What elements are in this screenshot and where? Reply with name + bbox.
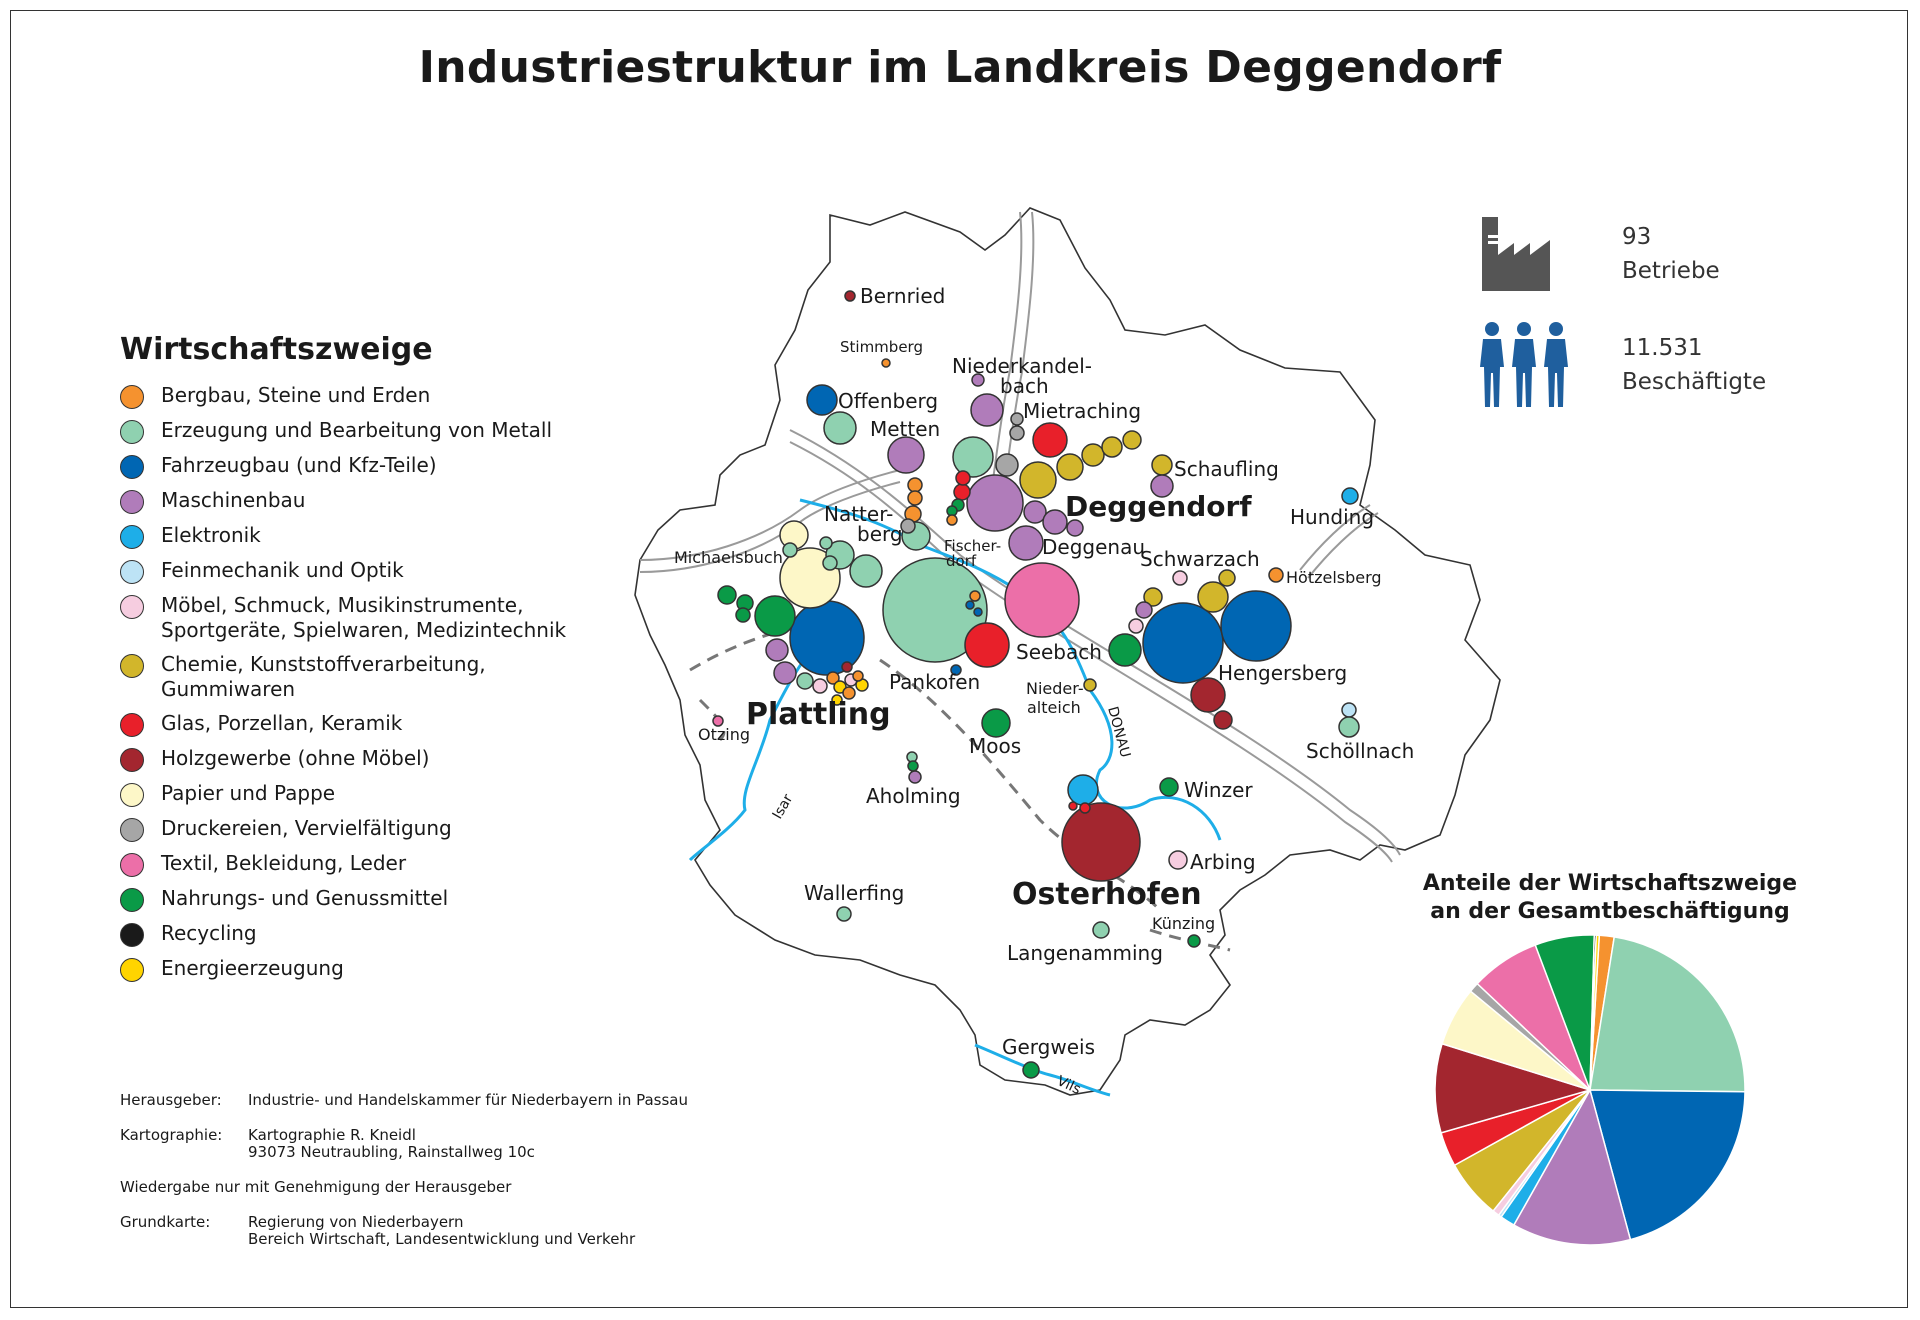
- town-langenamming: Langenamming: [1007, 941, 1163, 965]
- credit-key: Grundkarte:: [120, 1213, 211, 1231]
- town-deggendorf: Deggendorf: [1065, 490, 1252, 523]
- legend-swatch: [120, 455, 144, 479]
- legend-item: [120, 711, 566, 737]
- legend-item: [120, 886, 566, 912]
- legend-label: Textil, Bekleidung, Leder: [161, 851, 407, 875]
- river-label-vils: Vils: [1054, 1073, 1084, 1098]
- credit-value: Kartographie R. Kneidl 93073 Neutraubling, Rainstallweg 10c: [248, 1126, 535, 1161]
- credit-row: [120, 1214, 688, 1248]
- town-mietraching: Mietraching: [1023, 399, 1142, 423]
- legend-swatch: [120, 525, 144, 549]
- town-bernried: Bernried: [860, 284, 946, 308]
- legend-item: [120, 523, 566, 549]
- credits: [120, 1092, 688, 1266]
- legend-swatch: [120, 560, 144, 584]
- legend-label: Recycling: [161, 921, 257, 945]
- legend-label: Druckereien, Vervielfältigung: [161, 816, 452, 840]
- town-fischerdorf-1: Fischer-: [944, 537, 1002, 555]
- legend-label: Elektronik: [161, 523, 261, 547]
- pie-chart: [1430, 930, 1750, 1250]
- legend-swatch: [120, 490, 144, 514]
- betriebe-value: 93: [1622, 224, 1652, 250]
- river-label-donau: DONAU: [1104, 704, 1134, 760]
- legend-item: [120, 781, 566, 807]
- pie-slice: [1590, 937, 1745, 1092]
- people-icon: [1480, 321, 1570, 409]
- town-pankofen: Pankofen: [889, 670, 981, 694]
- legend-item: [120, 652, 566, 702]
- stat-betriebe: [1480, 215, 1766, 293]
- legend-swatch: [120, 748, 144, 772]
- town-kuenzing: Künzing: [1152, 914, 1216, 933]
- legend-item: [120, 956, 566, 982]
- legend-label: Bergbau, Steine und Erden: [161, 383, 431, 407]
- town-moos: Moos: [969, 734, 1022, 758]
- legend-item: [120, 418, 566, 444]
- legend-label: Maschinenbau: [161, 488, 306, 512]
- town-metten: Metten: [870, 417, 941, 441]
- town-otzing: Otzing: [698, 725, 751, 744]
- legend-swatch: [120, 595, 144, 619]
- river-label-isar: Isar: [769, 791, 797, 822]
- legend-label: Energieerzeugung: [161, 956, 344, 980]
- legend-swatch: [120, 420, 144, 444]
- town-hengersberg: Hengersberg: [1218, 661, 1348, 685]
- town-michaelsbuch: Michaelsbuch: [674, 548, 783, 567]
- credit-key: Kartographie:: [120, 1126, 223, 1144]
- legend-label: Feinmechanik und Optik: [161, 558, 404, 582]
- beschaeftigte-value: 11.531: [1622, 335, 1703, 361]
- credit-value: Regierung von Niederbayern Bereich Wirtschaft, Landesentwicklung und Verkehr: [248, 1213, 636, 1248]
- legend-item: [120, 488, 566, 514]
- legend-label: Erzeugung und Bearbeitung von Metall: [161, 418, 553, 442]
- legend-swatch: [120, 654, 144, 678]
- legend-swatch: [120, 923, 144, 947]
- town-schoellnach: Schöllnach: [1306, 739, 1415, 763]
- legend-item: [120, 453, 566, 479]
- legend-swatch: [120, 958, 144, 982]
- pie-title: Anteile der Wirtschaftszweige an der Gesamtbeschäftigung: [1422, 871, 1798, 924]
- legend-label: Papier und Pappe: [161, 781, 336, 805]
- credit-row: [120, 1127, 688, 1161]
- beschaeftigte-label: Beschäftigte: [1622, 369, 1767, 395]
- legend: [120, 332, 566, 991]
- legend-label: Holzgewerbe (ohne Möbel): [161, 746, 430, 770]
- town-hunding: Hunding: [1290, 505, 1375, 529]
- town-schaufling: Schaufling: [1174, 457, 1279, 481]
- town-niederkandelbach-1: Niederkandel-: [952, 354, 1092, 378]
- legend-item: [120, 593, 566, 643]
- legend-item: [120, 746, 566, 772]
- town-niederkandelbach-2: bach: [1000, 374, 1049, 398]
- legend-label: Glas, Porzellan, Keramik: [161, 711, 403, 735]
- legend-item: [120, 558, 566, 584]
- legend-label: Nahrungs- und Genussmittel: [161, 886, 449, 910]
- legend-item: [120, 383, 566, 409]
- legend-swatch: [120, 888, 144, 912]
- legend-label: Fahrzeugbau (und Kfz-Teile): [161, 453, 437, 477]
- betriebe-label: Betriebe: [1622, 258, 1720, 284]
- legend-item: [120, 921, 566, 947]
- legend-swatch: [120, 713, 144, 737]
- credit-row: [120, 1179, 688, 1196]
- stats-panel: [1480, 215, 1766, 409]
- legend-item: [120, 816, 566, 842]
- legend-swatch: [120, 783, 144, 807]
- town-seebach: Seebach: [1016, 640, 1102, 664]
- factory-icon: [1480, 215, 1552, 293]
- legend-swatch: [120, 853, 144, 877]
- town-aholming: Aholming: [866, 784, 961, 808]
- stat-betriebe-text: [1622, 220, 1720, 288]
- legend-item: [120, 851, 566, 877]
- town-gergweis: Gergweis: [1002, 1035, 1096, 1059]
- legend-items: [120, 383, 566, 982]
- town-natternberg-2: berg: [857, 522, 903, 546]
- page-title: Industriestruktur im Landkreis Deggendorf: [418, 42, 1502, 93]
- town-winzer: Winzer: [1184, 778, 1253, 802]
- town-offenberg: Offenberg: [838, 389, 939, 413]
- town-natternberg-1: Natter-: [824, 502, 894, 526]
- town-wallerfing: Wallerfing: [804, 881, 905, 905]
- legend-heading: Wirtschaftszweige: [120, 332, 433, 367]
- legend-swatch: [120, 818, 144, 842]
- credit-value: Industrie- und Handelskammer für Niederbayern in Passau: [248, 1091, 689, 1109]
- legend-label: Möbel, Schmuck, Musikinstrumente, Sportgeräte, Spielwaren, Medizintechnik: [161, 593, 567, 642]
- town-hoetzelsberg: Hötzelsberg: [1286, 568, 1382, 587]
- legend-label: Chemie, Kunststoffverarbeitung, Gummiwaren: [161, 652, 486, 701]
- credit-value: Wiedergabe nur mit Genehmigung der Herausgeber: [120, 1178, 512, 1196]
- credit-key: Herausgeber:: [120, 1091, 222, 1109]
- town-arbing: Arbing: [1190, 850, 1256, 874]
- town-plattling: Plattling: [746, 697, 891, 732]
- town-osterhofen: Osterhofen: [1012, 877, 1202, 912]
- town-stimmberg: Stimmberg: [840, 338, 923, 356]
- credit-row: [120, 1092, 688, 1109]
- legend-swatch: [120, 385, 144, 409]
- town-niederalteich-2: alteich: [1027, 698, 1081, 717]
- town-niederalteich-1: Nieder-: [1026, 679, 1084, 698]
- stat-beschaeftigte-text: [1622, 331, 1766, 399]
- stat-beschaeftigte: [1480, 321, 1766, 409]
- town-schwarzach: Schwarzach: [1140, 547, 1260, 571]
- town-deggenau: Deggenau: [1042, 535, 1146, 559]
- town-fischerdorf-2: dorf: [946, 552, 977, 570]
